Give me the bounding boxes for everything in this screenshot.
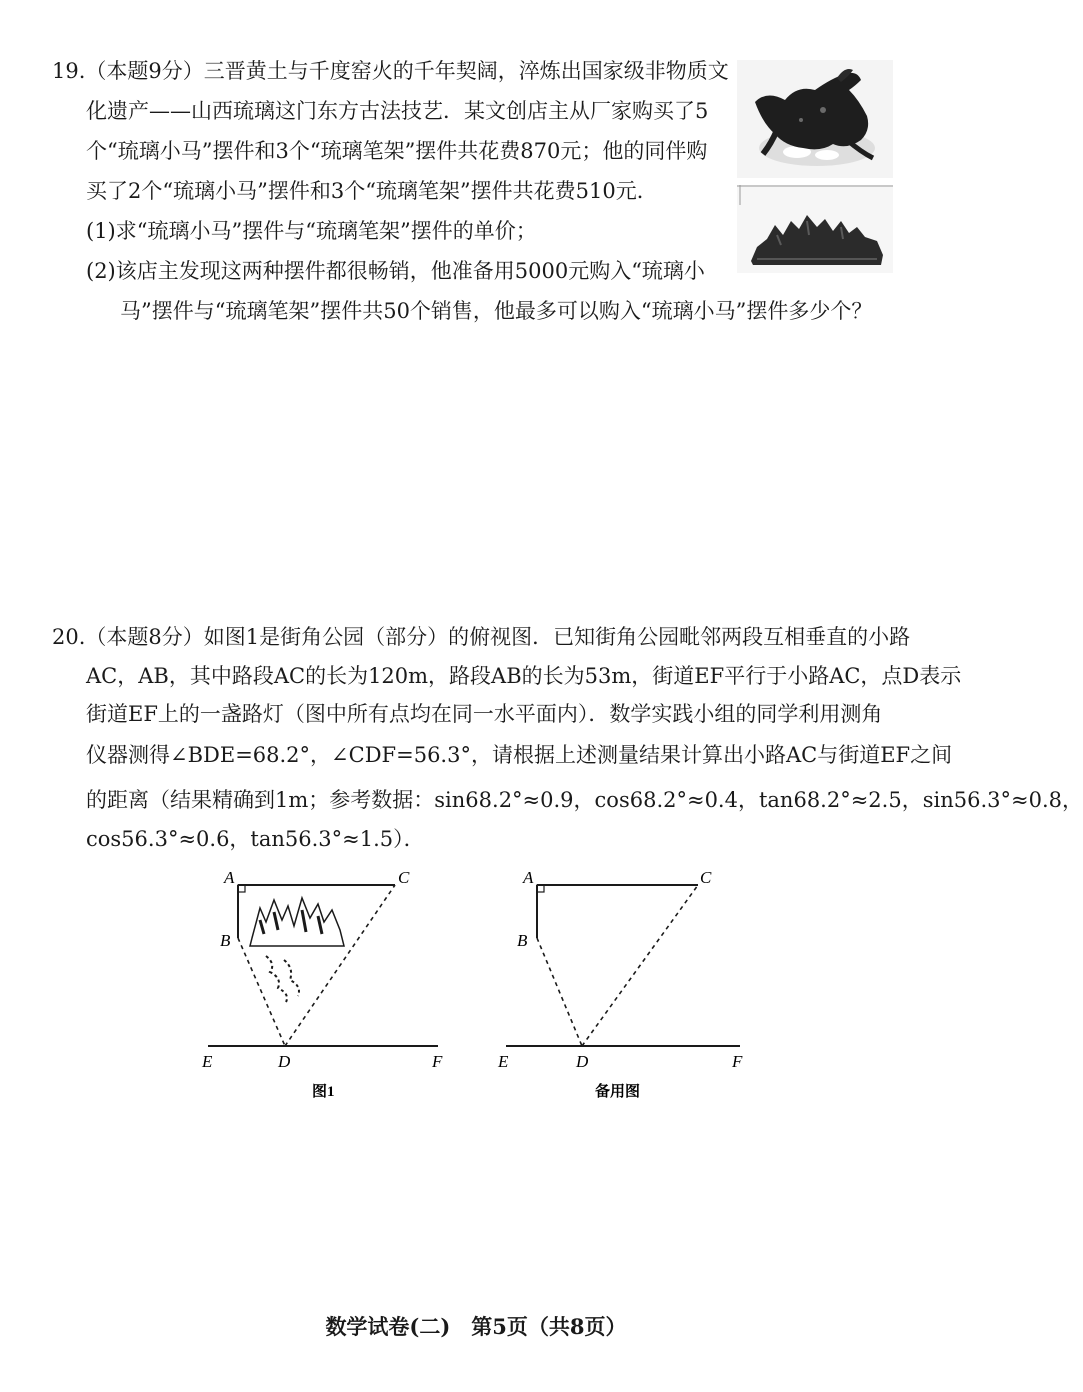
park-trees-illustration: [250, 898, 344, 1002]
figure-backup: [490, 860, 760, 1105]
q20-line-2: AC，AB，其中路段AC的长为120m，路段AB的长为53m，街道EF平行于小路AC，点D表示: [86, 664, 962, 688]
fig2-caption: 备用图: [595, 1084, 641, 1100]
fig1-label-e: E: [202, 1052, 213, 1071]
glazed-pen-rack-photo: [737, 185, 893, 273]
fig1-caption: 图1: [312, 1084, 335, 1100]
fig2-label-f: F: [732, 1052, 743, 1071]
q19-line-5: (1)求“琉璃小马”摆件与“琉璃笔架”摆件的单价；: [86, 219, 537, 243]
fig2-label-b: B: [517, 931, 528, 950]
q19-line-4: 买了2个“琉璃小马”摆件和3个“琉璃笔架”摆件共花费510元．: [86, 179, 658, 203]
fig1-label-c: C: [398, 868, 410, 887]
q20-line-5: 的距离（结果精确到1m；参考数据：sin68.2°≈0.9，cos68.2°≈0.4，tan68.2°≈2.5，sin56.3°≈0.8，: [86, 788, 1083, 812]
fig1-label-a: A: [224, 868, 235, 887]
q19-line-2: 化遗产——山西琉璃这门东方古法技艺．某文创店主从厂家购买了5: [86, 99, 709, 123]
q20-line-3: 街道EF上的一盏路灯（图中所有点均在同一水平面内）．数学实践小组的同学利用测角: [86, 702, 883, 726]
q19-line-3: 个“琉璃小马”摆件和3个“琉璃笔架”摆件共花费870元；他的同伴购: [86, 139, 708, 163]
fig1-label-d: D: [278, 1052, 291, 1071]
q20-line-4: 仪器测得∠BDE=68.2°，∠CDF=56.3°，请根据上述测量结果计算出小路AC与街道EF之间: [86, 743, 953, 767]
q19-line-7: 马”摆件与“琉璃笔架”摆件共50个销售，他最多可以购入“琉璃小马”摆件多少个？: [120, 299, 873, 323]
fig2-label-a: A: [523, 868, 534, 887]
q20-line-1: 20.（本题8分）如图1是街角公园（部分）的俯视图．已知街角公园毗邻两段互相垂直的小路: [52, 625, 911, 649]
page-footer: 数学试卷(二) 第5页（共8页）: [325, 1314, 627, 1339]
glazed-horse-photo: [737, 60, 893, 178]
fig1-label-f: F: [432, 1052, 443, 1071]
fig2-label-c: C: [700, 868, 712, 887]
fig2-label-d: D: [576, 1052, 589, 1071]
q19-line-1: 19.（本题9分）三晋黄土与千度窑火的千年契阔，淬炼出国家级非物质文: [52, 59, 729, 83]
q19-line-6: (2)该店主发现这两种摆件都很畅销，他准备用5000元购入“琉璃小: [86, 259, 705, 283]
fig1-label-b: B: [220, 931, 231, 950]
q20-line-6: cos56.3°≈0.6，tan56.3°≈1.5）．: [86, 827, 425, 851]
figure-1: [190, 860, 460, 1105]
fig2-label-e: E: [498, 1052, 509, 1071]
